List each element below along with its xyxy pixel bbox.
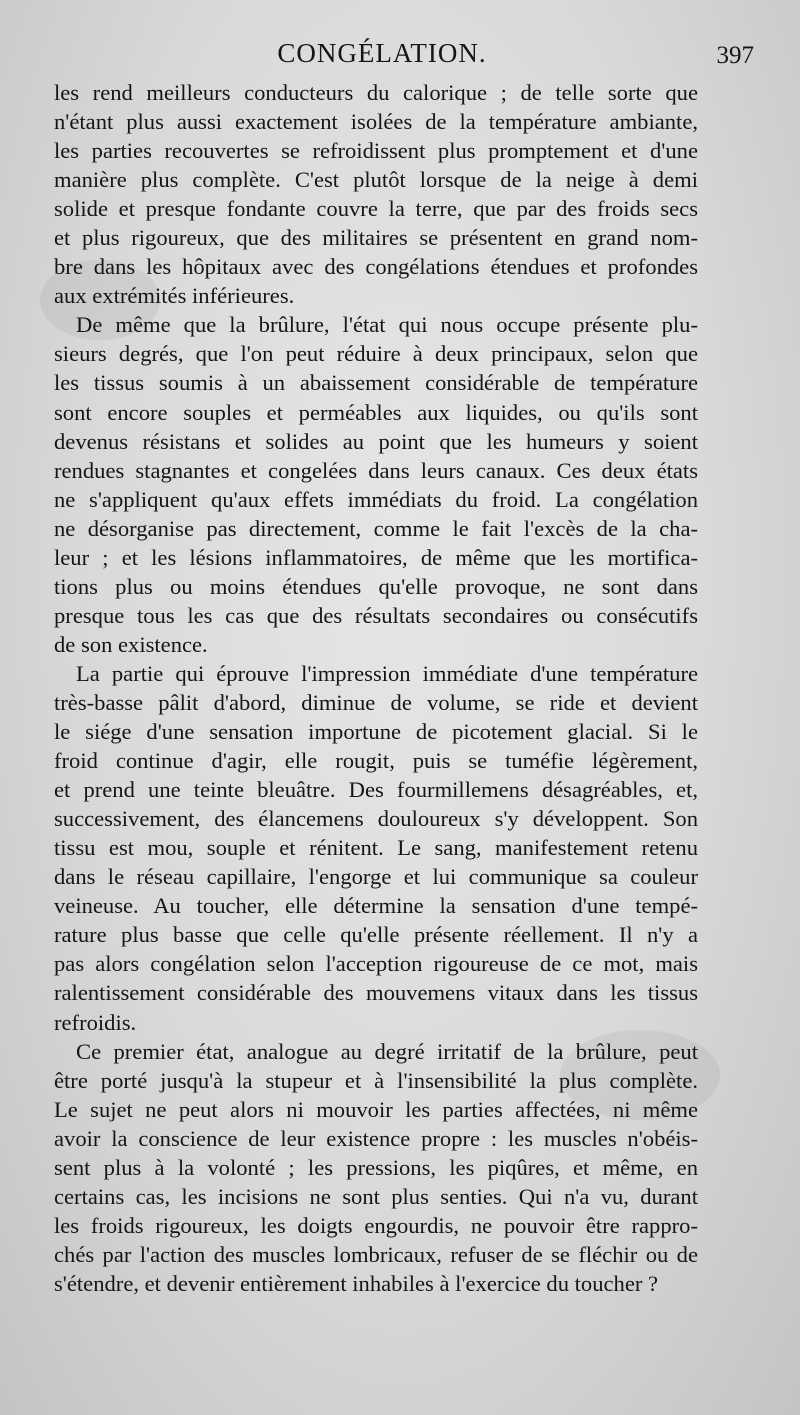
text-line: De même que la brûlure, l'état qui nous occupe présente plu- — [76, 312, 698, 338]
text-line: leur ; et les lésions inflammatoires, de même que les mortifica- — [54, 544, 698, 570]
text-line: presque tous les cas que des résultats secondaires ou consécutifs — [54, 602, 698, 628]
text-line: ne désorganise pas directement, comme le fait l'excès de la cha- — [54, 515, 698, 541]
text-line: être porté jusqu'à la stupeur et à l'insensibilité la plus complète. — [54, 1067, 698, 1093]
text-line: tissu est mou, souple et rénitent. Le sang, manifestement retenu — [54, 835, 698, 861]
page-header — [54, 38, 754, 72]
paragraph — [54, 659, 698, 1037]
text-line: bre dans les hôpitaux avec des congélations étendues et profondes — [54, 254, 698, 280]
text-line: certains cas, les incisions ne sont plus senties. Qui n'a vu, durant — [54, 1183, 698, 1209]
text-line: sent plus à la volonté ; les pressions, les piqûres, et même, en — [54, 1154, 698, 1180]
text-line: le siége d'une sensation importune de picotement glacial. Si le — [54, 719, 698, 745]
text-line: les tissus soumis à un abaissement considérable de température — [54, 370, 698, 396]
text-line: Ce premier état, analogue au degré irritatif de la brûlure, peut — [76, 1038, 698, 1064]
text-line: veineuse. Au toucher, elle détermine la sensation d'une tempé- — [54, 893, 698, 919]
text-line: les froids rigoureux, les doigts engourdis, ne pouvoir être rappro- — [54, 1212, 698, 1238]
text-line: devenus résistans et solides au point que les humeurs y soient — [54, 428, 698, 454]
text-line: aux extrémités inférieures. — [54, 283, 295, 309]
text-line: chés par l'action des muscles lombricaux, refuser de se fléchir ou de — [54, 1241, 698, 1267]
text-line: les parties recouvertes se refroidissent plus promptement et d'une — [54, 138, 698, 164]
text-line: n'étant plus aussi exactement isolées de la température ambiante, — [54, 109, 698, 135]
text-line: rature plus basse que celle qu'elle présente réellement. Il n'y a — [54, 922, 698, 948]
text-line: ralentissement considérable des mouvemens vitaux dans les tissus — [54, 980, 698, 1006]
text-line: tions plus ou moins étendues qu'elle provoque, ne sont dans — [54, 573, 698, 599]
page-number: 397 — [716, 42, 754, 69]
text-line: successivement, des élancemens douloureux s'y développent. Son — [54, 806, 698, 832]
text-line: refroidis. — [54, 1009, 137, 1035]
paragraph — [54, 1037, 698, 1298]
text-line: sont encore souples et perméables aux liquides, ou qu'ils sont — [54, 399, 698, 425]
text-line: La partie qui éprouve l'impression immédiate d'une température — [76, 660, 698, 686]
running-title: CONGÉLATION. — [277, 38, 487, 68]
text-line: froid continue d'agir, elle rougit, puis se tuméfie légèrement, — [54, 748, 698, 774]
text-line: dans le réseau capillaire, l'engorge et lui communique sa couleur — [54, 864, 698, 890]
paragraph — [54, 78, 698, 310]
text-line: et plus rigoureux, que des militaires se présentent en grand nom- — [54, 225, 698, 251]
text-line: s'étendre, et devenir entièrement inhabiles à l'exercice du toucher ? — [54, 1270, 659, 1296]
text-line: très-basse pâlit d'abord, diminue de volume, se ride et devient — [54, 689, 698, 715]
text-line: avoir la conscience de leur existence propre : les muscles n'obéis- — [54, 1125, 698, 1151]
text-line: et prend une teinte bleuâtre. Des fourmillemens désagréables, et, — [54, 777, 698, 803]
text-line: Le sujet ne peut alors ni mouvoir les parties affectées, ni même — [54, 1096, 698, 1122]
text-line: sieurs degrés, que l'on peut réduire à deux principaux, selon que — [54, 341, 698, 367]
text-line: solide et presque fondante couvre la terre, que par des froids secs — [54, 196, 698, 222]
text-line: de son existence. — [54, 631, 208, 657]
text-line: les rend meilleurs conducteurs du calorique ; de telle sorte que — [54, 80, 698, 105]
text-line: rendues stagnantes et congelées dans leurs canaux. Ces deux états — [54, 457, 698, 483]
text-line: pas alors congélation selon l'acception rigoureuse de ce mot, mais — [54, 951, 698, 977]
text-line: ne s'appliquent qu'aux effets immédiats du froid. La congélation — [54, 486, 698, 512]
body-text — [54, 78, 698, 1298]
text-line: manière plus complète. C'est plutôt lorsque de la neige à demi — [54, 167, 698, 193]
paragraph — [54, 310, 698, 659]
